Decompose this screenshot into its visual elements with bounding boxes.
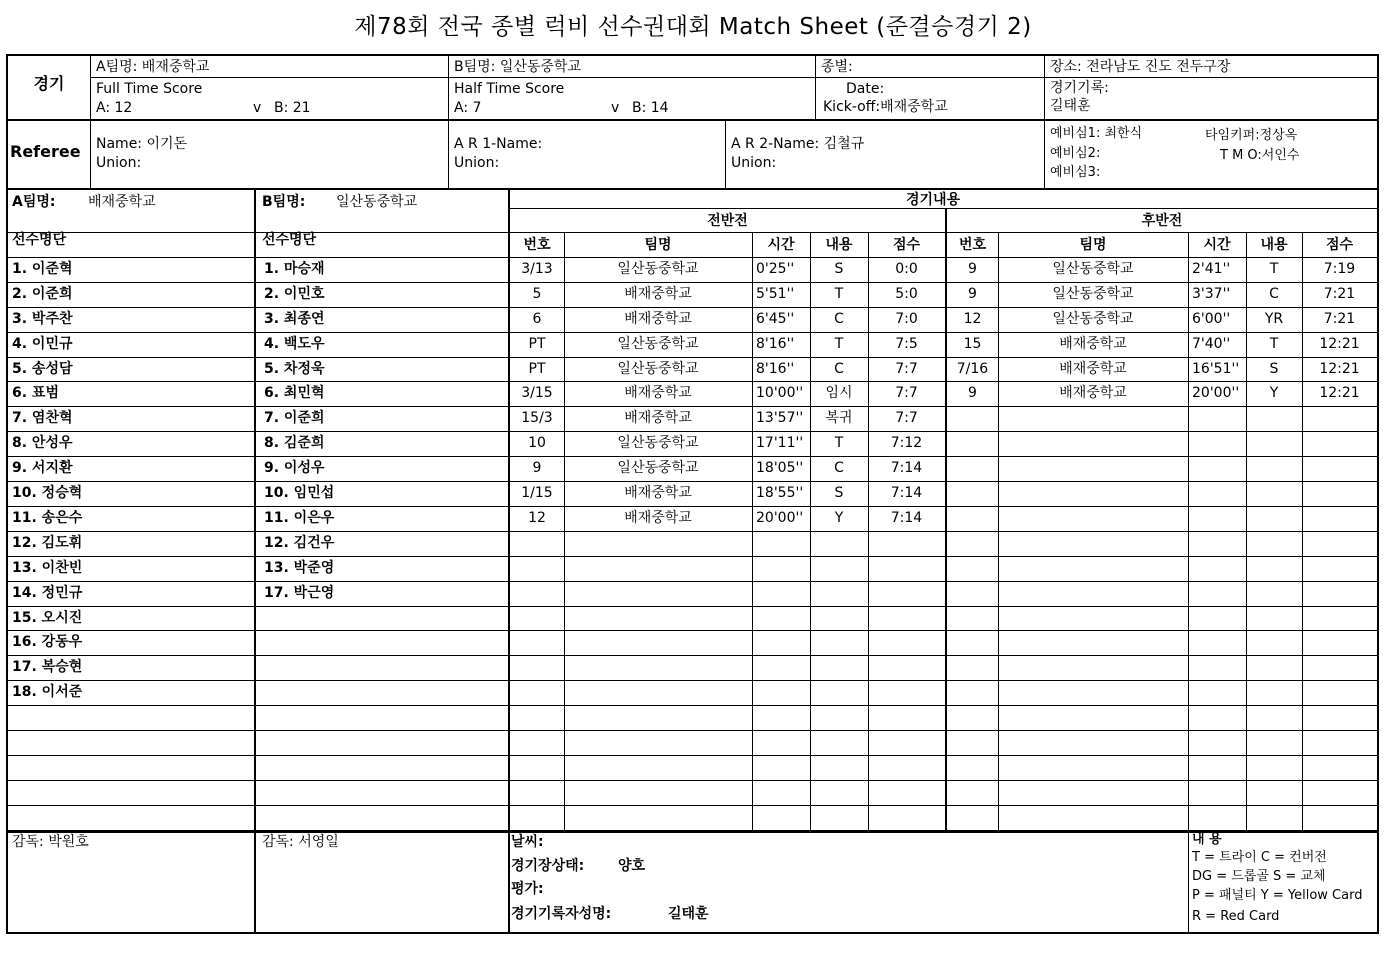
referee-label: Referee xyxy=(10,142,81,161)
team-a-player: 14. 정민규 xyxy=(12,585,83,601)
team-a-player: 11. 송은수 xyxy=(12,510,83,526)
recorder-value: 길태훈 xyxy=(1050,98,1091,114)
reserve-ref-2: 예비심2: xyxy=(1050,146,1101,161)
referee-name: Name: 이기돈 xyxy=(96,136,188,152)
first-half-event-cell: 7:7 xyxy=(895,410,918,426)
team-b-player: 17. 박근영 xyxy=(264,585,335,601)
reserve-ref-3: 예비심3: xyxy=(1050,165,1101,180)
first-half-event-cell: 20'00'' xyxy=(756,510,804,526)
second-half-label: 후반전 xyxy=(1141,213,1183,229)
sheet-title: 제78회 전국 종별 럭비 선수권대회 Match Sheet (준결승경기 2) xyxy=(354,14,1032,40)
first-half-event-cell: 7:7 xyxy=(895,385,918,401)
field-state-value: 양호 xyxy=(618,858,646,874)
second-half-event-cell: 2'41'' xyxy=(1192,261,1231,277)
first-half-event-cell: 5'51'' xyxy=(756,286,795,302)
first-half-label: 전반전 xyxy=(707,213,748,229)
second-half-event-cell: Y xyxy=(1269,385,1279,401)
first-half-event-cell: PT xyxy=(528,361,546,377)
second-half-event-cell: 15 xyxy=(963,336,982,352)
team-a-player: 10. 정승혁 xyxy=(12,485,83,501)
venue-field: 장소: 전라남도 진도 전두구장 xyxy=(1050,59,1231,75)
team-a-player: 13. 이찬빈 xyxy=(12,560,83,576)
first-half-event-cell: 7:5 xyxy=(895,336,918,352)
referee-union: Union: xyxy=(96,155,142,171)
team-b-player: 8. 김준희 xyxy=(264,435,325,451)
first-half-event-cell: 6'45'' xyxy=(756,311,795,327)
first-half-event-cell: 복귀 xyxy=(825,410,853,426)
second-half-col-header: 시간 xyxy=(1203,237,1231,253)
roster-team-a-name: 배재중학교 xyxy=(88,194,156,210)
second-half-event-cell: 배재중학교 xyxy=(1059,385,1127,401)
first-half-event-cell: 7:14 xyxy=(890,510,923,526)
second-half-event-cell: 9 xyxy=(968,286,977,302)
first-half-event-cell: 8'16'' xyxy=(756,361,795,377)
second-half-event-cell: YR xyxy=(1264,311,1284,327)
evaluation-field: 평가: xyxy=(511,881,544,897)
first-half-event-cell: T xyxy=(834,286,844,302)
first-half-event-cell: 18'55'' xyxy=(756,485,804,501)
team-a-player: 16. 강동우 xyxy=(12,634,83,650)
legend-line-4: R = Red Card xyxy=(1192,909,1280,924)
first-half-event-cell: 7:12 xyxy=(890,435,923,451)
first-half-event-cell: 0:0 xyxy=(895,261,918,277)
first-half-event-cell: 배재중학교 xyxy=(624,385,692,401)
first-half-col-header: 팀명 xyxy=(644,237,672,253)
full-time-b: B: 21 xyxy=(274,100,311,116)
team-a-player: 1. 이준혁 xyxy=(12,261,73,277)
first-half-event-cell: 배재중학교 xyxy=(624,410,692,426)
match-label: 경기 xyxy=(33,74,65,93)
first-half-event-cell: 12 xyxy=(528,510,546,526)
first-half-event-cell: C xyxy=(834,361,844,377)
legend-line-2: DG = 드롭골 S = 교체 xyxy=(1192,869,1326,884)
first-half-event-cell: 3/15 xyxy=(521,385,553,401)
second-half-event-cell: 12:21 xyxy=(1319,385,1360,401)
team-a-player: 5. 송성담 xyxy=(12,361,73,377)
second-half-event-cell: 12:21 xyxy=(1319,336,1360,352)
team-a-player: 8. 안성우 xyxy=(12,435,73,451)
second-half-event-cell: 9 xyxy=(968,385,977,401)
second-half-event-cell: 9 xyxy=(968,261,977,277)
first-half-event-cell: 일산동중학교 xyxy=(617,336,699,352)
first-half-event-cell: 3/13 xyxy=(521,261,553,277)
second-half-event-cell: 20'00'' xyxy=(1192,385,1240,401)
first-half-event-cell: 배재중학교 xyxy=(624,286,692,302)
first-half-event-cell: 5:0 xyxy=(895,286,918,302)
recorder-label: 경기기록: xyxy=(1050,80,1109,96)
first-half-event-cell: 배재중학교 xyxy=(624,510,692,526)
date-field: Date: xyxy=(846,81,885,97)
second-half-event-cell: 일산동중학교 xyxy=(1052,286,1134,302)
team-a-player: 9. 서지환 xyxy=(12,460,73,476)
team-b-player: 11. 이은우 xyxy=(264,510,335,526)
first-half-event-cell: 1/15 xyxy=(521,485,553,501)
team-b-player: 12. 김건우 xyxy=(264,535,335,551)
full-time-a: A: 12 xyxy=(96,100,133,116)
second-half-event-cell: 배재중학교 xyxy=(1059,361,1127,377)
half-time-b: B: 14 xyxy=(632,100,669,116)
second-half-event-cell: 일산동중학교 xyxy=(1052,261,1134,277)
players-label-a: 선수명단 xyxy=(12,232,67,248)
first-half-event-cell: 10'00'' xyxy=(756,385,804,401)
team-b-player: 9. 이성우 xyxy=(264,460,325,476)
team-a-player: 2. 이준희 xyxy=(12,286,73,302)
first-half-col-header: 점수 xyxy=(892,237,921,253)
roster-team-a-label: A팀명: xyxy=(12,194,56,210)
first-half-event-cell: 15/3 xyxy=(521,410,553,426)
first-half-event-cell: C xyxy=(834,311,844,327)
first-half-event-cell: 13'57'' xyxy=(756,410,804,426)
team-a-player: 15. 오시진 xyxy=(12,610,83,626)
half-time-label: Half Time Score xyxy=(454,81,565,97)
second-half-event-cell: T xyxy=(1269,261,1279,277)
second-half-event-cell: 7:21 xyxy=(1323,286,1356,302)
second-half-event-cell: 16'51'' xyxy=(1192,361,1240,377)
second-half-col-header: 번호 xyxy=(958,237,987,253)
coach-a: 감독: 박원호 xyxy=(12,834,89,850)
full-time-label: Full Time Score xyxy=(96,81,203,97)
team-b-player: 5. 차정욱 xyxy=(264,361,325,377)
first-half-event-cell: 일산동중학교 xyxy=(617,435,699,451)
first-half-event-cell: T xyxy=(834,336,844,352)
team-b-player: 6. 최민혁 xyxy=(264,385,325,401)
second-half-event-cell: 7/16 xyxy=(956,361,989,377)
team-a-player: 17. 복승현 xyxy=(12,659,83,675)
first-half-event-cell: S xyxy=(834,485,844,501)
tmo: T M O:서인수 xyxy=(1220,148,1300,163)
first-half-event-cell: 7:0 xyxy=(895,311,918,327)
first-half-event-cell: 18'05'' xyxy=(756,460,804,476)
first-half-event-cell: 일산동중학교 xyxy=(617,460,699,476)
first-half-event-cell: T xyxy=(834,435,844,451)
first-half-event-cell: 7:14 xyxy=(890,485,923,501)
team-a-player: 6. 표범 xyxy=(12,385,59,401)
team-a-player: 12. 김도휘 xyxy=(12,535,83,551)
legend-line-3: P = 패널티 Y = Yellow Card xyxy=(1192,888,1363,903)
match-sheet xyxy=(6,54,1379,934)
legend-title: 내 용 xyxy=(1192,832,1222,847)
team-b-player: 10. 임민섭 xyxy=(264,485,335,501)
second-half-event-cell: 12 xyxy=(963,311,982,327)
second-half-event-cell: 3'37'' xyxy=(1192,286,1231,302)
ar1-union: Union: xyxy=(454,155,500,171)
first-half-event-cell: 8'16'' xyxy=(756,336,795,352)
team-a-player: 18. 이서준 xyxy=(12,684,83,700)
ar2-name: A R 2-Name: 김철규 xyxy=(731,136,865,152)
second-half-event-cell: S xyxy=(1269,361,1279,377)
second-half-event-cell: T xyxy=(1269,336,1279,352)
team-b-player: 7. 이준희 xyxy=(264,410,325,426)
team-b-player: 13. 박준영 xyxy=(264,560,335,576)
roster-team-b-name: 일산동중학교 xyxy=(336,194,418,210)
roster-team-b-label: B팀명: xyxy=(262,194,306,210)
team-b-player: 1. 마승재 xyxy=(264,261,325,277)
second-half-event-cell: 배재중학교 xyxy=(1059,336,1127,352)
first-half-event-cell: 17'11'' xyxy=(756,435,804,451)
second-half-col-header: 점수 xyxy=(1325,237,1354,253)
events-section-label: 경기내용 xyxy=(906,192,961,208)
team-a-player: 4. 이민규 xyxy=(12,336,73,352)
field-state-label: 경기장상태: xyxy=(511,858,585,874)
second-half-event-cell: 7:21 xyxy=(1323,311,1356,327)
kickoff-field: Kick-off:배재중학교 xyxy=(823,99,948,115)
team-b-header: B팀명: 일산동중학교 xyxy=(454,59,581,75)
first-half-event-cell: Y xyxy=(834,510,844,526)
first-half-col-header: 시간 xyxy=(767,237,795,253)
team-b-player: 4. 백도우 xyxy=(264,336,325,352)
first-half-event-cell: 5 xyxy=(532,286,542,302)
first-half-event-cell: 임시 xyxy=(825,385,853,401)
recorder-name-label: 경기기록자성명: xyxy=(511,906,612,922)
coach-b: 감독: 서영일 xyxy=(262,834,339,850)
second-half-event-cell: 12:21 xyxy=(1319,361,1360,377)
team-a-player: 3. 박주찬 xyxy=(12,311,73,327)
recorder-name-value: 길태훈 xyxy=(668,906,709,922)
legend-line-1: T = 트라이 C = 컨버전 xyxy=(1192,850,1327,865)
first-half-event-cell: 배재중학교 xyxy=(624,485,692,501)
second-half-event-cell: 6'00'' xyxy=(1192,311,1231,327)
first-half-event-cell: 일산동중학교 xyxy=(617,261,699,277)
half-time-v: v xyxy=(611,100,620,116)
second-half-event-cell: 7'40'' xyxy=(1192,336,1231,352)
second-half-event-cell: C xyxy=(1269,286,1279,302)
first-half-col-header: 내용 xyxy=(825,237,853,253)
first-half-event-cell: S xyxy=(834,261,844,277)
full-time-v: v xyxy=(253,100,262,116)
first-half-col-header: 번호 xyxy=(523,237,551,253)
first-half-event-cell: C xyxy=(834,460,844,476)
first-half-event-cell: 0'25'' xyxy=(756,261,795,277)
ar1-name: A R 1-Name: xyxy=(454,136,543,152)
first-half-event-cell: 9 xyxy=(532,460,542,476)
first-half-event-cell: PT xyxy=(528,336,546,352)
team-b-player: 3. 최종연 xyxy=(264,311,325,327)
half-time-a: A: 7 xyxy=(454,100,482,116)
timekeeper: 타임키퍼:정상옥 xyxy=(1205,128,1298,143)
weather-field: 날씨: xyxy=(511,834,544,850)
first-half-event-cell: 7:14 xyxy=(890,460,923,476)
first-half-event-cell: 배재중학교 xyxy=(624,311,692,327)
team-a-player: 7. 염찬혁 xyxy=(12,410,73,426)
second-half-col-header: 내용 xyxy=(1260,237,1288,253)
second-half-event-cell: 일산동중학교 xyxy=(1052,311,1134,327)
first-half-event-cell: 10 xyxy=(528,435,546,451)
first-half-event-cell: 7:7 xyxy=(895,361,918,377)
reserve-ref-1: 예비심1: 최한식 xyxy=(1050,126,1143,141)
ar2-union: Union: xyxy=(731,155,777,171)
second-half-event-cell: 7:19 xyxy=(1323,261,1356,277)
players-label-b: 선수명단 xyxy=(262,232,317,248)
first-half-event-cell: 6 xyxy=(532,311,542,327)
first-half-event-cell: 일산동중학교 xyxy=(617,361,699,377)
team-b-player: 2. 이민호 xyxy=(264,286,325,302)
category-field: 종별: xyxy=(821,59,853,75)
team-a-header: A팀명: 배재중학교 xyxy=(96,59,210,75)
second-half-col-header: 팀명 xyxy=(1079,237,1107,253)
